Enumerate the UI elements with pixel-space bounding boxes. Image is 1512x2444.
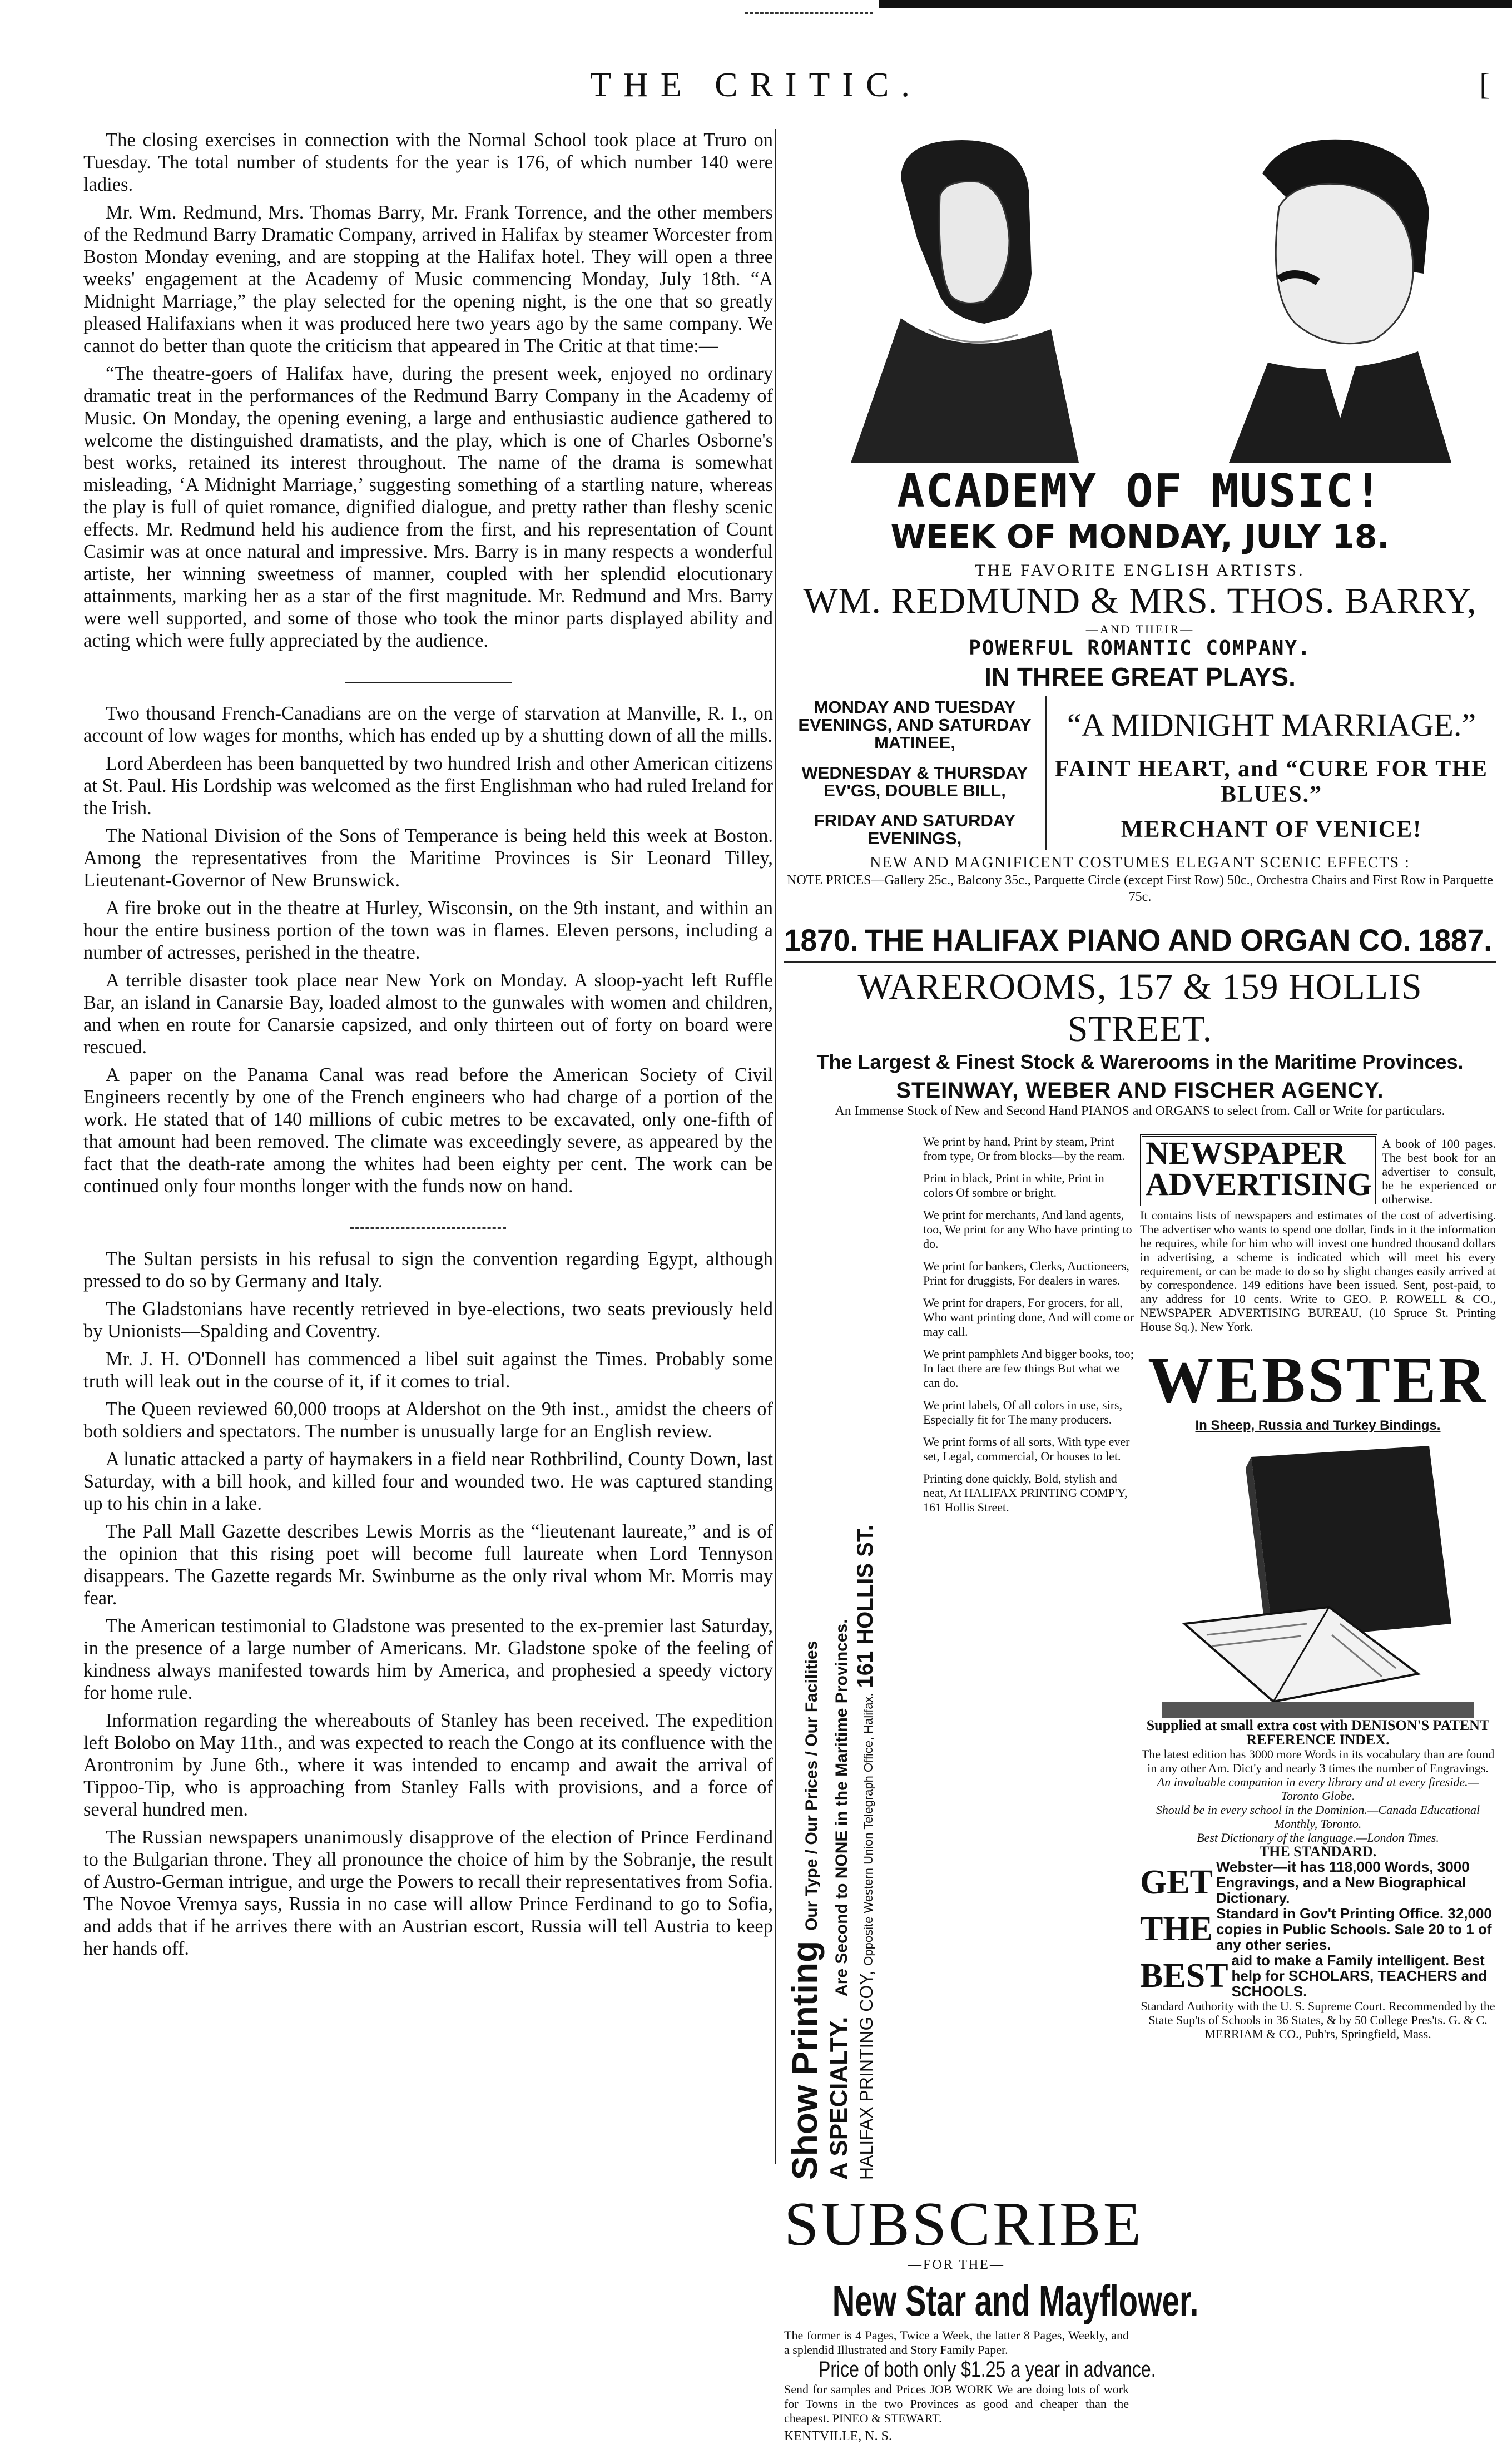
academy-and-their: —AND THEIR— xyxy=(1085,622,1194,636)
academy-prices: NOTE PRICES—Gallery 25c., Balcony 35c., Parquette Circle (except First Row) 50c., Orchestra Chairs and First Row in Parquette 75c. xyxy=(787,873,1493,904)
list-item: Printing done quickly, Bold, stylish and neat, At HALIFAX PRINTING COMP'Y, 161 Hollis Street. xyxy=(923,1471,1128,1514)
schedule-row xyxy=(784,754,1496,810)
left-column xyxy=(83,129,773,2164)
academy-favorite: THE FAVORITE ENGLISH ARTISTS. xyxy=(975,561,1305,579)
printing-show: Show Printing Our Type / Our Prices / Our Facilities xyxy=(785,1640,825,2180)
top-rule xyxy=(879,0,1512,8)
schedule-when: MONDAY AND TUESDAY EVENINGS, AND SATURDAY MATINEE, xyxy=(784,696,1047,754)
subscribe-price: Price of both only $1.25 a year in advance. xyxy=(819,2357,1156,2382)
right-column xyxy=(784,129,1496,2443)
piano-year-start: 1870. xyxy=(784,923,859,958)
article-paragraph: A fire broke out in the theatre at Hurley, Wisconsin, on the 9th instant, and within an hour the entire business portion of the town was in flames. Eleven persons, including a number of actresses, perished in the theatre. xyxy=(83,898,773,963)
list-item: Print in black, Print in white, Print in colors Of sombre or bright. xyxy=(923,1171,1104,1199)
article-paragraph: Mr. J. H. O'Donnell has commenced a libel suit against the Times. Probably some truth will leak out in the course of it, if it comes to trial. xyxy=(83,1349,773,1392)
subscribe-send: Send for samples and Prices JOB WORK We are doing lots of work for Towns in the two Provinces as good and cheaper than the cheapest. PINEO & STEWART. xyxy=(784,2382,1129,2425)
article-paragraph: A lunatic attacked a party of haymakers in a field near Rothbrilind, County Down, last Saturday, with a bill hook, and killed four and wounded two. He was captured standing up to his chin in a lake. xyxy=(83,1449,773,1514)
newspaper-heading-2: ADVERTISING xyxy=(1146,1166,1372,1202)
list-item: We print forms of all sorts, With type ever set, Legal, commercial, Or houses to let. xyxy=(923,1435,1130,1463)
printing-specialty: A SPECIALTY. Are Second to NONE in the Maritime Provinces. xyxy=(825,1619,852,2180)
piano-immense: An Immense Stock of New and Second Hand PIANOS and ORGANS to select from. Call or Write for particulars. xyxy=(835,1104,1445,1118)
top-dashed-rule xyxy=(745,12,873,14)
article-paragraph: The Queen reviewed 60,000 troops at Aldershot on the 9th inst., amidst the cheers of both soldiers and spectators. The number is unusually large for an English review. xyxy=(83,1399,773,1442)
webster-get: GET xyxy=(1140,1863,1213,1901)
academy-week: WEEK OF MONDAY, JULY 18. xyxy=(890,518,1390,556)
dictionary-book-image xyxy=(1162,1440,1474,1718)
webster-bindings: In Sheep, Russia and Turkey Bindings. xyxy=(1195,1418,1441,1433)
article-paragraph: Lord Aberdeen has been banquetted by two hundred Irish and other American citizens at St. Paul. His Lordship was welcomed as the first Englishman who had ruled Ireland for the Irish. xyxy=(83,753,773,819)
webster-footer: Standard Authority with the U. S. Supreme Court. Recommended by the State Sup'ts of Schools in 36 States, & by 50 College Pres'ts. G. & C. MERRIAM & CO., Pub'rs, Springfield, Mass. xyxy=(1141,1999,1495,2041)
article-paragraph: Two thousand French-Canadians are on the verge of starvation at Manville, R. I., on account of low wages for months, which has ended up by a shutting down of all the mills. xyxy=(83,703,773,746)
article-paragraph: The Russian newspapers unanimously disapprove of the election of Prince Ferdinand to the Bulgarian throne. They all pronounce the choice of him by the Sobranje, the result of Austro-German intrigue, and urge the Powers to recall their representatives from Sofia. The Novoe Vremya says, Russia in no case will allow Prince Ferdinand to go to Sofia, and adds that if he arrives there with an Austrian escort, Russia will tell Austria to keep her hands off. xyxy=(83,1827,773,1959)
portrait-woman-image xyxy=(817,129,1107,463)
section-rule-dashed xyxy=(350,1227,506,1229)
portraits xyxy=(784,129,1496,463)
article-paragraph: The closing exercises in connection with the Normal School took place at Truro on Tuesday. The total number of students for the year is 176, of which number 140 were ladies. xyxy=(83,130,773,195)
piano-agency: STEINWAY, WEBER AND FISCHER AGENCY. xyxy=(896,1078,1384,1103)
subscribe-papers: New Star and Mayflower. xyxy=(832,2276,1199,2325)
article-paragraph: Mr. Wm. Redmund, Mrs. Thomas Barry, Mr. Frank Torrence, and the other members of the Redmund Barry Dramatic Company, arrived in Halifax by steamer Worcester from Boston Monday evening, and are stopping at the Halifax hotel. They will open a three weeks' engagement at the Academy of Music commencing Monday, July 18th. “A Midnight Marriage,” the play selected for the opening night, is the one that so greatly pleased Halifaxians when it was produced here two years ago by the same company. We cannot do better than quote the criticism that appeared in The Critic at that time:— xyxy=(83,202,773,356)
webster-the: THE xyxy=(1140,1910,1213,1948)
piano-company: THE HALIFAX PIANO AND ORGAN CO. xyxy=(865,923,1411,958)
printing-vertical-box xyxy=(784,1134,918,2180)
schedule-play: “A MIDNIGHT MARRIAGE.” xyxy=(1067,707,1476,743)
webster-should: Should be in every school in the Dominion.—Canada Educational Monthly, Toronto. xyxy=(1156,1803,1480,1831)
piano-largest: The Largest & Finest Stock & Warerooms in the Maritime Provinces. xyxy=(816,1050,1464,1073)
schedule-row xyxy=(784,810,1496,850)
schedule-when: WEDNESDAY & THURSDAY EV'GS, DOUBLE BILL, xyxy=(784,754,1047,810)
section-rule xyxy=(345,682,512,683)
lower-ads xyxy=(784,1134,1496,2443)
printing-list xyxy=(923,1134,1134,1523)
list-item: We print by hand, Print by steam, Print from type, Or from blocks—by the ream. xyxy=(923,1134,1125,1163)
newspaper-ad xyxy=(1140,1134,1496,2041)
list-item: We print for drapers, For grocers, for all, Who want printing done, And will come or may call. xyxy=(923,1296,1134,1339)
column-divider xyxy=(775,129,776,2164)
article-paragraph: The Gladstonians have recently retrieved in bye-elections, two seats previously held by Unionists—Spalding and Coventry. xyxy=(83,1298,773,1342)
piano-warerooms: WAREROOMS, 157 & 159 HOLLIS STREET. xyxy=(784,961,1496,1050)
subscribe-heading: SUBSCRIBE xyxy=(784,2190,1143,2259)
printing-vertical-text xyxy=(784,1134,918,2180)
article-paragraph: “The theatre-goers of Halifax have, during the present week, enjoyed no ordinary dramatic treat in the performances of the Redmund Barry Company in the Academy of Music. On Monday, the opening evening, a large and enthusiastic audience gathered to welcome the distinguished dramatists, and the play, which is one of Charles Osborne's best works, retained its interest throughout. The name of the drama is somewhat misleading, ‘A Midnight Marriage,’ suggesting something of a startling nature, whereas the play is full of quiet romance, dignified dialogue, and pretty rather than fleshy scenic effects. Mr. Redmund held his audience from the first, and his representation of Count Casimir was at once natural and impressive. Mrs. Barry is in many respects a wonderful artiste, her winning sweetness of manner, coupled with her splendid elocutionary attainments, marking her as a star of the first magnitude. Mr. Redmund and Mrs. Barry were well supported, and some of those who took the minor parts displayed ability and acting which were fully appreciated by the audience. xyxy=(83,363,773,651)
article-paragraph: A paper on the Panama Canal was read before the American Society of Civil Engineers recently by one of the French engineers who had charge of a portion of the work. He stated that of 140 millions of cubic metres to be excavated, only one-fifth of that amount had been removed. The climate was exceedingly severe, as appeared by the fact that the death-rate among the whites had been eighty per cent. The work can be continued only four months longer with the funds now on hand. xyxy=(83,1064,773,1197)
webster-latest: The latest edition has 3000 more Words in its vocabulary than are found in any other Am. Dict'y and nearly 3 times the number of Engravings. xyxy=(1141,1747,1495,1775)
academy-costumes: NEW AND MAGNIFICENT COSTUMES ELEGANT SCENIC EFFECTS : xyxy=(870,854,1410,871)
list-item: We print labels, Of all colors in use, sirs, Especially fit for The many producers. xyxy=(923,1398,1123,1426)
masthead-title: THE CRITIC. xyxy=(590,66,922,104)
webster-best-text: aid to make a Family intelligent. Best help for SCHOLARS, TEACHERS and SCHOOLS. xyxy=(1231,1952,1487,2000)
subscribe-desc: The former is 4 Pages, Twice a Week, the latter 8 Pages, Weekly, and a splendid Illustrated and Story Family Paper. xyxy=(784,2328,1129,2357)
webster-best-dict: Best Dictionary of the language.—London Times. xyxy=(1197,1831,1439,1845)
list-item: We print for bankers, Clerks, Auctioneers, Print for druggists, For dealers in wares. xyxy=(923,1259,1129,1287)
academy-heading: ACADEMY OF MUSIC! xyxy=(897,465,1383,518)
subscribe-ad xyxy=(784,2190,1199,2444)
article-paragraph: Information regarding the whereabouts of Stanley has been received. The expedition left Bolobo on May 11th., and was expected to reach the Congo at its confluence with the Arontronim by June 6th., where it was intended to encamp and await the arrival of Tippoo-Tip, who is approaching from Stanley Falls with provisions, and a force of several hundred men. xyxy=(83,1710,773,1820)
webster-the-row xyxy=(1140,1906,1496,1952)
list-item: We print for merchants, And land agents, too, We print for any Who have printing to do. xyxy=(923,1208,1132,1251)
webster-get-row xyxy=(1140,1859,1496,1906)
portrait-man-image xyxy=(1184,129,1474,463)
article-paragraph: A terrible disaster took place near New York on Monday. A sloop-yacht left Ruffle Bar, an island in Canarsie Bay, loaded almost to the gunwales with women and children, and when en route for Canarsie capsized, and only thirteen out of forty on board were rescued. xyxy=(83,970,773,1058)
schedule-play: MERCHANT OF VENICE! xyxy=(1121,817,1422,842)
webster-best: BEST xyxy=(1140,1957,1228,1995)
schedule-row xyxy=(784,696,1496,754)
newspaper-ad-top xyxy=(1140,1134,1496,1206)
article-paragraph: The Sultan persists in his refusal to sign the convention regarding Egypt, although pressed to do so by Germany and Italy. xyxy=(83,1248,773,1292)
newspaper-ad-heading xyxy=(1140,1134,1377,1206)
list-item: We print pamphlets And bigger books, too; In fact there are few things But what we can do. xyxy=(923,1347,1134,1390)
newspaper-ad-side: A book of 100 pages. The best book for an advertiser to consult, be he experienced or otherwise. xyxy=(1382,1137,1496,1206)
printing-company: HALIFAX PRINTING COY, Opposite Western Union Telegraph Office, Halifax. 161 HOLLIS ST. xyxy=(853,1525,878,2180)
academy-company: POWERFUL ROMANTIC COMPANY. xyxy=(969,637,1311,660)
page-mark: [ xyxy=(1479,67,1490,102)
newspaper-heading-1: NEWSPAPER xyxy=(1146,1135,1346,1171)
printing-ad xyxy=(784,1134,1134,2180)
webster-get-text: Webster—it has 118,000 Words, 3000 Engravings, and a New Biographical Dictionary. xyxy=(1216,1858,1470,1906)
webster-the-text: Standard in Gov't Printing Office. 32,000 copies in Public Schools. Sale 20 to 1 of any other series. xyxy=(1216,1905,1492,1953)
academy-artist-names: WM. REDMUND & MRS. THOS. BARRY, xyxy=(803,581,1477,621)
schedule-play: FAINT HEART, and “CURE FOR THE BLUES.” xyxy=(1055,756,1488,807)
newspaper-ad-body: It contains lists of newspapers and estimates of the cost of advertising. The advertiser who wants to spend one dollar, finds in it the information he requires, while for him who will invest one hundred thousand dollars in advertising, a scheme is indicated which will meet his every requirement, or can be made to do so by slight changes easily arrived at by correspondence. 149 editions have been issued. Sent, post-paid, to any address for 10 cents. Write to GEO. P. ROWELL & CO., NEWSPAPER ADVERTISING BUREAU, (10 Spruce St. Printing House Sq.), New York. xyxy=(1140,1208,1496,1333)
subscribe-place: KENTVILLE, N. S. xyxy=(784,2429,892,2443)
academy-schedule xyxy=(784,696,1496,850)
article-paragraph: The National Division of the Sons of Temperance is being held this week at Boston. Among the representatives from the Maritime Provinces is Sir Leonard Tilley, Lieutenant-Governor of New Brunswick. xyxy=(83,825,773,891)
webster-standard: THE STANDARD. xyxy=(1259,1843,1377,1860)
webster-heading: WEBSTER xyxy=(1148,1344,1488,1416)
schedule-when: FRIDAY AND SATURDAY EVENINGS, xyxy=(784,810,1047,850)
article-paragraph: The Pall Mall Gazette describes Lewis Morris as the “lieutenant laureate,” and is of the opinion that this rising poet will become full laureate when Lord Tennyson disappears. The Gazette regards Mr. Swinburne as the only rival whom Mr. Morris may fear. xyxy=(83,1521,773,1609)
webster-best-row xyxy=(1140,1952,1496,1999)
piano-heading xyxy=(784,922,1492,958)
article-paragraph: The American testimonial to Gladstone was presented to the ex-premier last Saturday, in the presence of a large number of Americans. Mr. Gladstone spoke of the feeling of kindness always manifested towards him by America, and prophesied a speedy victory for home rule. xyxy=(83,1615,773,1703)
webster-invaluable: An invaluable companion in every library and at every fireside.—Toronto Globe. xyxy=(1157,1775,1479,1803)
academy-plays-heading: IN THREE GREAT PLAYS. xyxy=(984,662,1296,691)
piano-year-end: 1887. xyxy=(1417,923,1492,958)
subscribe-for-the: —FOR THE— xyxy=(908,2258,1005,2272)
webster-supplied: Supplied at small extra cost with DENISON'S PATENT REFERENCE INDEX. xyxy=(1146,1717,1490,1748)
